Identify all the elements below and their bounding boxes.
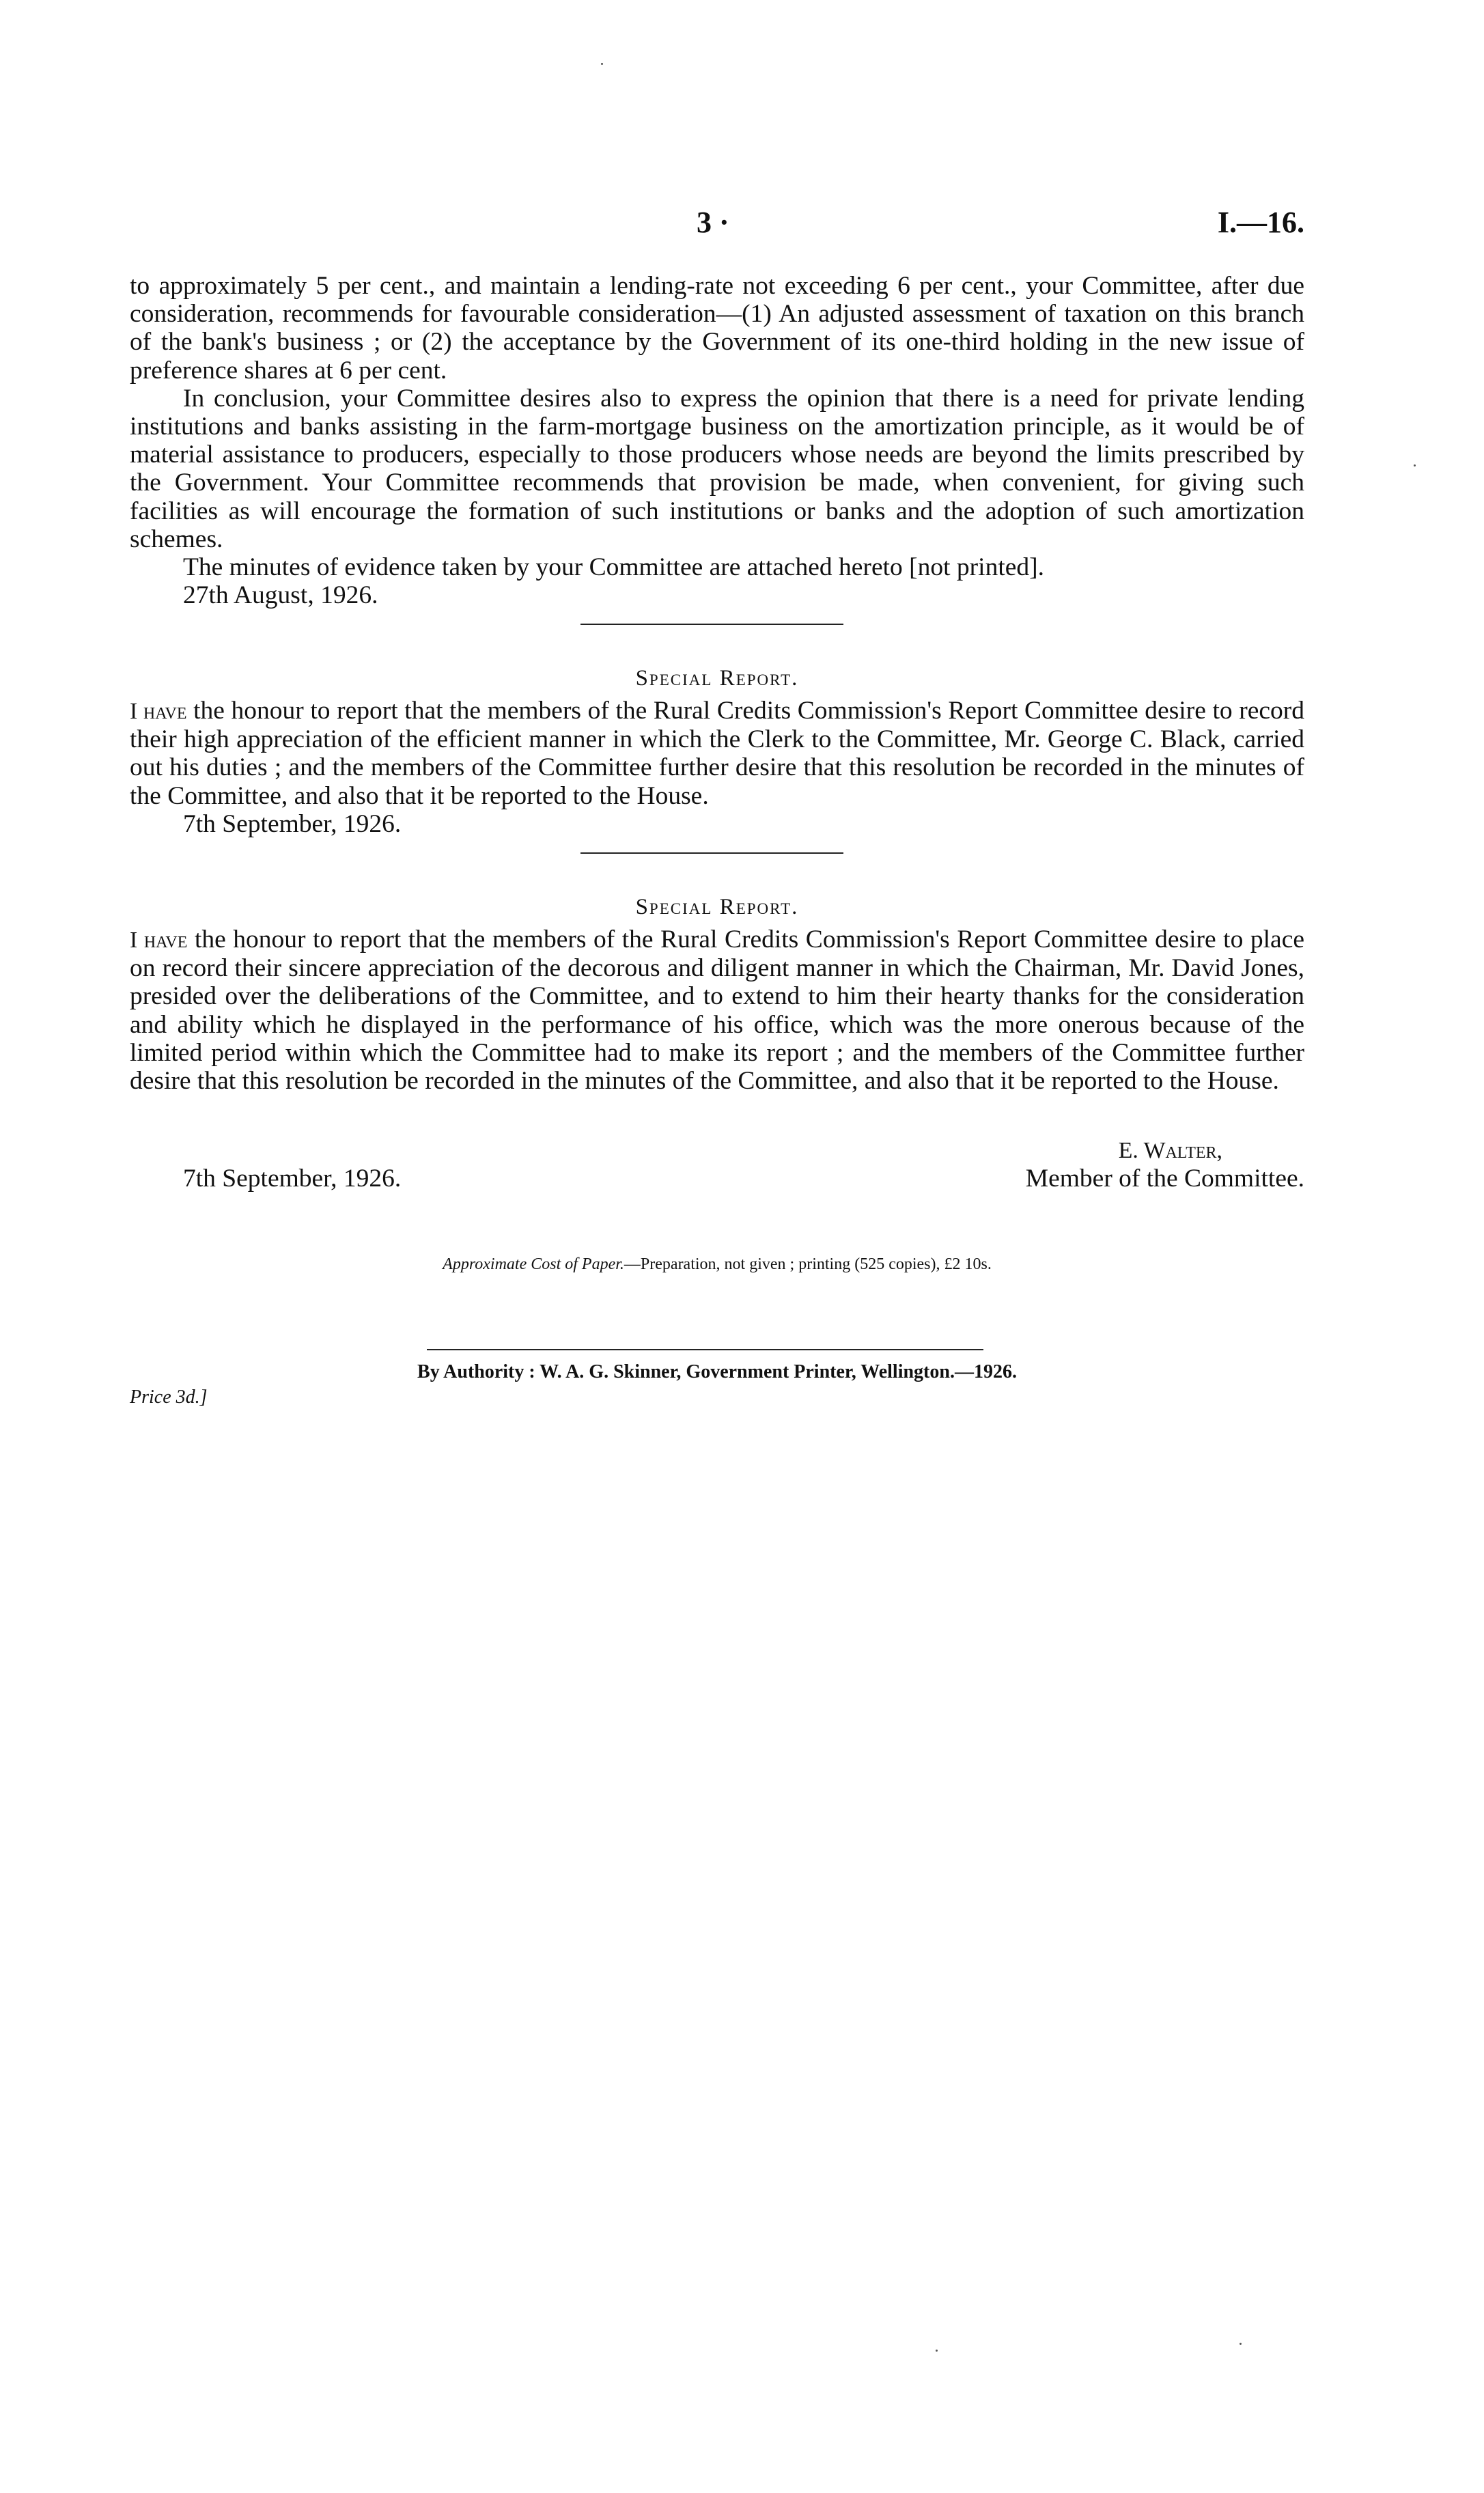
document-reference: I.—16. [1217, 206, 1304, 239]
scan-speck [1240, 2343, 1242, 2345]
signature-block [130, 1137, 1304, 1198]
special-report-chairman [130, 925, 1304, 1095]
scan-speck [936, 2350, 938, 2352]
special-report-date: 7th September, 1926. [183, 1165, 402, 1193]
special-report-clerk [130, 697, 1304, 838]
special-report-title: Special Report. [635, 666, 799, 691]
conclusion-paragraph: In conclusion, your Committee desires also to express the opinion that there is a need for private lending institutions and banks assisting in the farm-mortgage business on the amortization principle, as it would be of material assistance to producers, especially to those producers whose needs are beyond the limits prescribed by the Government. Your Committee recommends that provision be made, when convenient, for giving such facilities as will encourage the formation of such institutions or banks and the adoption of such amortization schemes. [130, 384, 1304, 553]
special-report-body: the honour to report that the members of the Rural Credits Commission's Report Committee desire to record their high appreciation of the efficient manner in which the Clerk to the Committee, Mr. George C. Black, carried out his duties ; and the members of the Committee further desire that this resolution be recorded in the minutes of the Committee, and also that it be reported to the House. [130, 697, 1304, 810]
cost-details: —Preparation, not given ; printing (525 copies), £2 10s. [624, 1255, 992, 1273]
opening-words: I have [130, 928, 188, 953]
scan-speck [1414, 464, 1416, 466]
signatory-role: Member of the Committee. [1025, 1165, 1304, 1193]
report-date: 27th August, 1926. [183, 581, 378, 610]
committee-report-conclusion [130, 272, 1304, 609]
cost-label: Approximate Cost of Paper. [443, 1255, 624, 1273]
scan-speck [601, 63, 603, 65]
special-report-date: 7th September, 1926. [183, 809, 402, 838]
minutes-paragraph: The minutes of evidence taken by your Committee are attached hereto [not printed]. [183, 553, 1044, 582]
special-report-body: the honour to report that the members of the Rural Credits Commission's Report Committee desire to place on record their sincere appreciation of the decorous and diligent manner in which the Chairman, Mr. David Jones, presided over the deliberations of the Committee, and to extend to him their hearty thanks for the consideration and ability which he displayed in the performance of his office, which was the more onerous because of the limited period within which the Committee had to make its report ; and the members of the Committee further desire that this resolution be recorded in the minutes of the Committee, and also that it be reported to the House. [130, 925, 1304, 1096]
price: Price 3d.] [130, 1387, 208, 1408]
page-number: 3 · [697, 206, 729, 239]
intro-paragraph: to approximately 5 per cent., and maintain a lending-rate not exceeding 6 per cent., your Committee, after due consideration, recommends for favourable consideration—(1) An adjusted assessment of taxation on this branch of the bank's business ; or (2) the acceptance by the Government of its one-third holding in the new issue of preference shares at 6 per cent. [130, 272, 1304, 385]
page-header [130, 205, 1304, 246]
special-report-paragraph [130, 925, 1304, 1095]
footer-divider [427, 1349, 983, 1350]
section-divider [580, 852, 843, 854]
section-divider [580, 624, 843, 625]
printer-authority: By Authority : W. A. G. Skinner, Government Printer, Wellington.—1926. [417, 1361, 1017, 1382]
opening-words: I have [130, 699, 187, 724]
special-report-paragraph [130, 697, 1304, 810]
signatory-name: E. Walter, [1118, 1138, 1222, 1163]
cost-of-paper [130, 1255, 1304, 1274]
special-report-title: Special Report. [635, 895, 799, 919]
